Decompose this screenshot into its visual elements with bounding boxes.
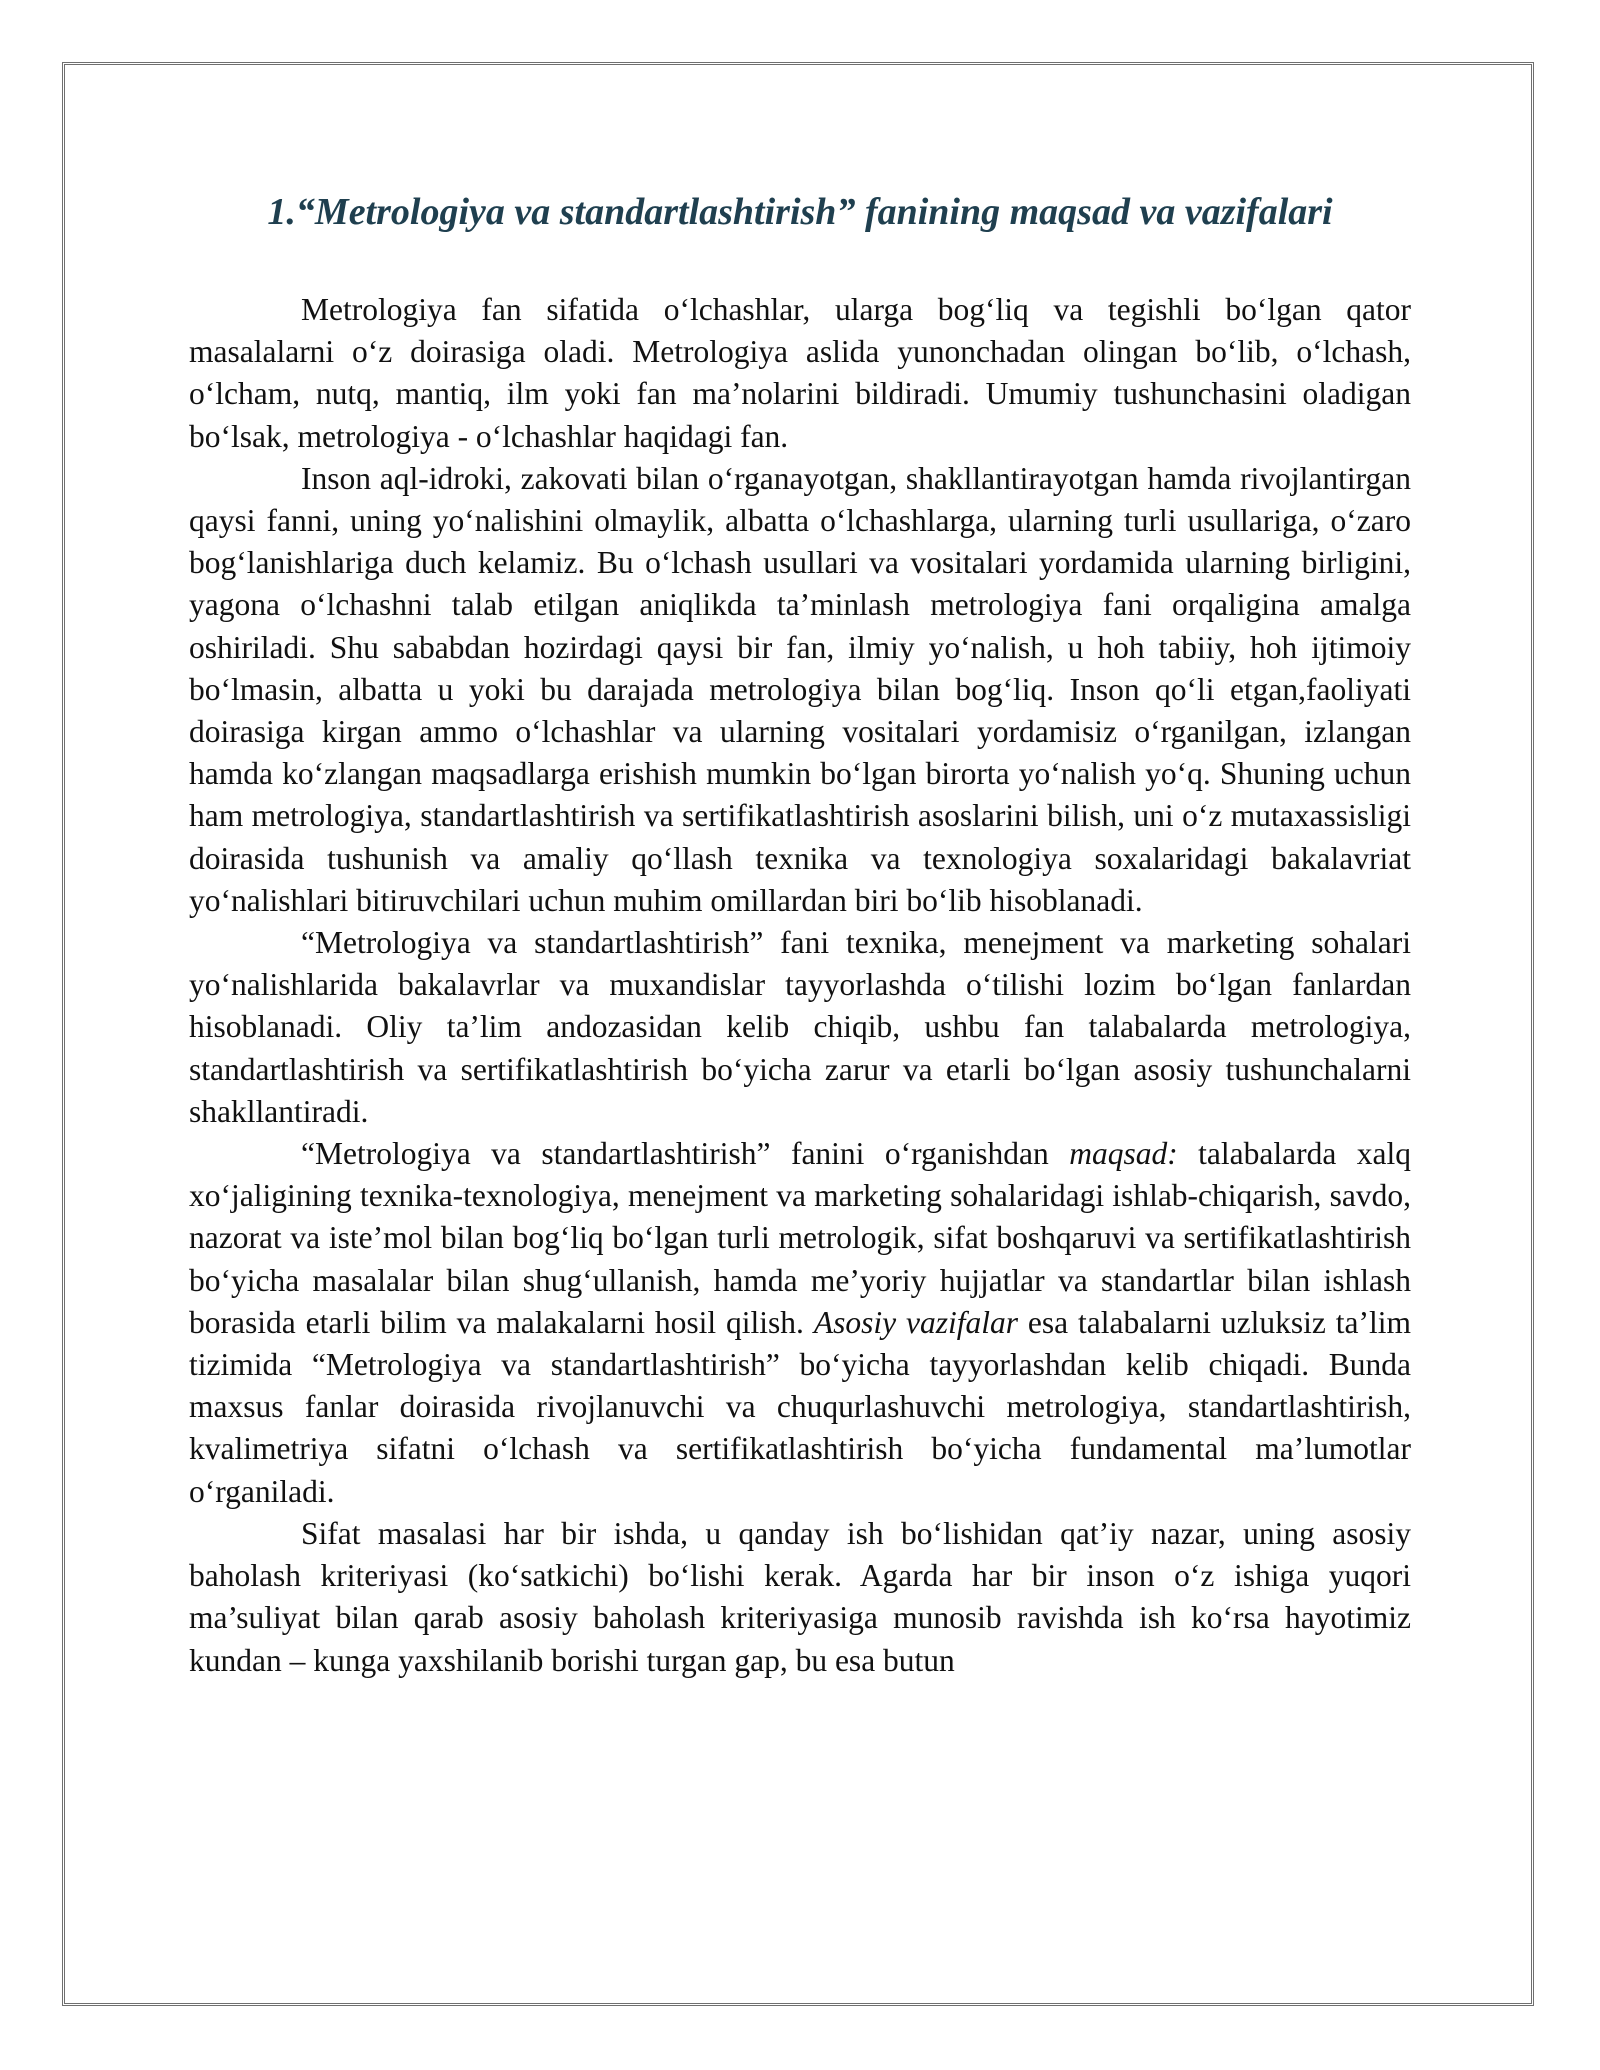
section-title: 1.“Metrologiya va standartlashtirish” fanining maqsad va vazifalari — [267, 191, 1333, 233]
document-body — [189, 289, 1411, 1682]
paragraph-3: “Metrologiya va standartlashtirish” fani texnika, menejment va marketing sohalari yo‘nalishlarida bakalavrlar va muxandislar tayyorlashda o‘tilishi lozim bo‘lgan fanlardan hisoblanadi. Oliy ta’lim andozasidan kelib chiqib, ushbu fan talabalarda metrologiya, standartlashtirish va sertifikatlashtirish bo‘yicha zarur va etarli bo‘lgan asosiy tushunchalarni shakllantiradi. — [189, 925, 1411, 1129]
paragraph-4-text-a: “Metrologiya va standartlashtirish” fanini o‘rganishdan — [301, 1136, 1070, 1172]
paragraph-4-emphasis-maqsad: maqsad: — [1069, 1136, 1178, 1172]
paragraph-2: Inson aql-idroki, zakovati bilan o‘rganayotgan, shakllantirayotgan hamda rivojlantirgan qaysi fanni, uning yo‘nalishini olmaylik, albatta o‘lchashlarga, ularning turli usullariga, o‘zaro bog‘lanishlariga duch kelamiz. Bu o‘lchash usullari va vositalari yordamida ularning birligini, yagona o‘lchashni talab etilgan aniqlikda ta’minlash metrologiya fani orqaligina amalga oshiriladi. Shu sababdan hozirdagi qaysi bir fan, ilmiy yo‘nalish, u hoh tabiiy, hoh ijtimoiy bo‘lmasin, albatta u yoki bu darajada metrologiya bilan bog‘liq. Inson qo‘li etgan,faoliyati doirasiga kirgan ammo o‘lchashlar va ularning vositalari yordamisiz o‘rganilgan, izlangan hamda ko‘zlangan maqsadlarga erishish mumkin bo‘lgan birorta yo‘nalish yo‘q. Shuning uchun ham metrologiya, standartlashtirish va sertifikatlashtirish asoslarini bilish, uni o‘z mutaxassisligi doirasida tushunish va amaliy qo‘llash texnika va texnologiya soxalaridagi bakalavriat yo‘nalishlari bitiruvchilari uchun muhim omillardan biri bo‘lib hisoblanadi. — [189, 460, 1411, 918]
paragraph-5: Sifat masalasi har bir ishda, u qanday ish bo‘lishidan qat’iy nazar, uning asosiy baholash kriteriyasi (ko‘satkichi) bo‘lishi kerak. Agarda har bir inson o‘z ishiga yuqori ma’suliyat bilan qarab asosiy baholash kriteriyasiga munosib ravishda ish ko‘rsa hayotimiz kundan – kunga yaxshilanib borishi turgan gap, bu esa butun — [189, 1515, 1411, 1678]
paragraph-4-text-b: talabalarda xalq xo‘jaligining texnika-texnologiya, menejment va marketing sohalaridagi ishlab-chiqarish, savdo, nazorat va iste’mol bilan bog‘liq bo‘lgan turli metrologik, sifat boshqaruvi va sertifikatlashtirish bo‘yicha masalalar bilan shug‘ullanish, hamda me’yoriy hujjatlar va standartlar bilan ishlash borasida etarli bilim va malakalarni hosil qilish. — [189, 1136, 1411, 1340]
paragraph-4-emphasis-vazifalar: Asosiy vazifalar — [813, 1304, 1018, 1340]
paragraph-4 — [189, 1133, 1411, 1513]
paragraph-4-text-c: esa talabalarni uzluksiz ta’lim tizimida “Metrologiya va standartlashtirish” bo‘yicha tayyorlashdan kelib chiqadi. Bunda maxsus fanlar doirasida rivojlanuvchi va chuqurlashuvchi metrologiya, standartlashtirish, kvalimetriya sifatni o‘lchash va sertifikatlashtirish bo‘yicha fundamental ma’lumotlar o‘rganiladi. — [189, 1304, 1411, 1509]
paragraph-1: Metrologiya fan sifatida o‘lchashlar, ularga bog‘liq va tegishli bo‘lgan qator masalalarni o‘z doirasiga oladi. Metrologiya aslida yunonchadan olingan bo‘lib, o‘lchash, o‘lcham, nutq, mantiq, ilm yoki fan ma’nolarini bildiradi. Umumiy tushunchasini oladigan bo‘lsak, metrologiya - o‘lchashlar haqidagi fan. — [189, 292, 1411, 454]
